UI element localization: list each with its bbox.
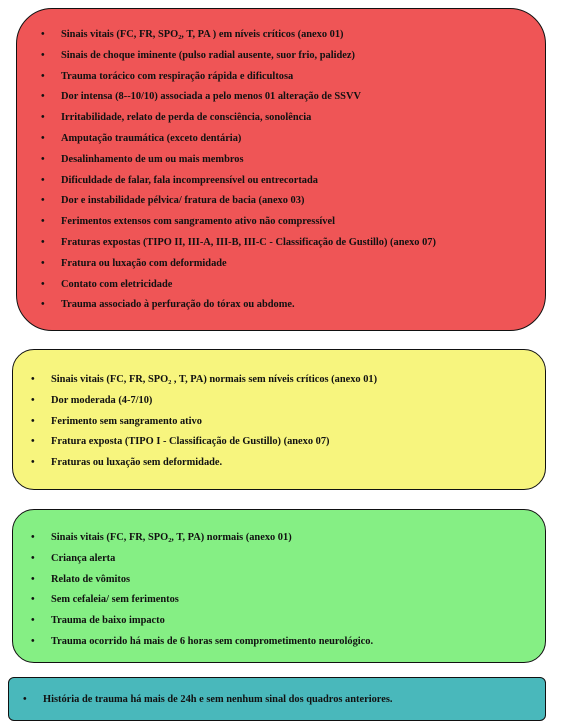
criterion-text: Sinais vitais (FC, FR, SPO₂ , T, PA) normais sem níveis críticos (anexo 01) xyxy=(51,374,378,385)
bullet-icon: • xyxy=(41,70,45,82)
criterion-text: Dor intensa (8--10/10) associada a pelo menos 01 alteração de SSVV xyxy=(61,91,361,103)
bullet-icon: • xyxy=(31,573,35,585)
list-item xyxy=(41,295,545,316)
list-item xyxy=(31,570,545,591)
bullet-icon: • xyxy=(31,374,35,385)
criterion-text: História de trauma há mais de 24h e sem nenhum sinal dos quadros anteriores. xyxy=(43,694,393,705)
criterion-text: Trauma ocorrido há mais de 6 horas sem comprometimento neurológico. xyxy=(51,635,374,647)
criterion-text: Desalinhamento de um ou mais membros xyxy=(61,153,244,165)
blue-priority-box xyxy=(8,677,546,721)
list-item xyxy=(41,150,545,171)
bullet-icon: • xyxy=(41,216,45,228)
list-item xyxy=(31,611,545,632)
criterion-text: Fraturas ou luxação sem deformidade. xyxy=(51,457,223,469)
list-item xyxy=(41,171,545,192)
blue-criteria-list xyxy=(23,691,545,709)
list-item xyxy=(41,129,545,150)
bullet-icon: • xyxy=(41,91,45,103)
list-item xyxy=(31,432,545,453)
criterion-text: Criança alerta xyxy=(51,552,116,564)
bullet-icon: • xyxy=(31,415,35,427)
list-item xyxy=(41,46,545,67)
list-item xyxy=(41,108,545,129)
bullet-icon: • xyxy=(41,195,45,207)
list-item xyxy=(41,254,545,275)
list-item xyxy=(41,191,545,212)
criterion-text: Relato de vômitos xyxy=(51,573,131,585)
list-item xyxy=(41,87,545,108)
criterion-text: Dor e instabilidade pélvica/ fratura de bacia (anexo 03) xyxy=(61,195,305,207)
criterion-text: Amputação traumática (exceto dentária) xyxy=(61,132,242,144)
red-priority-box xyxy=(16,8,546,331)
criterion-text: Sinais de choque iminente (pulso radial ausente, suor frio, palidez) xyxy=(61,49,355,61)
bullet-icon: • xyxy=(31,532,35,543)
criterion-text: Sinais vitais (FC, FR, SPO₂, T, PA) normais (anexo 01) xyxy=(51,532,292,543)
bullet-icon: • xyxy=(31,457,35,469)
list-item xyxy=(31,391,545,412)
criterion-text: Trauma associado à perfuração do tórax ou abdome. xyxy=(61,299,295,311)
list-item xyxy=(41,67,545,88)
bullet-icon: • xyxy=(41,174,45,186)
bullet-icon: • xyxy=(31,552,35,564)
criterion-text: Trauma de baixo impacto xyxy=(51,615,165,627)
list-item xyxy=(41,233,545,254)
criterion-text: Irritabilidade, relato de perda de consciência, sonolência xyxy=(61,112,312,124)
criterion-text: Fratura ou luxação com deformidade xyxy=(61,257,227,269)
criterion-text: Ferimentos extensos com sangramento ativo não compressível xyxy=(61,216,335,228)
criterion-text: Sem cefaleia/ sem ferimentos xyxy=(51,594,179,606)
criterion-text: Dor moderada (4-7/10) xyxy=(51,394,153,406)
bullet-icon: • xyxy=(41,49,45,61)
list-item xyxy=(41,25,545,46)
bullet-icon: • xyxy=(41,299,45,311)
bullet-icon: • xyxy=(31,615,35,627)
list-item xyxy=(23,691,545,709)
bullet-icon: • xyxy=(23,694,27,705)
bullet-icon: • xyxy=(41,112,45,124)
red-criteria-list xyxy=(41,25,545,316)
yellow-priority-box xyxy=(12,349,546,490)
bullet-icon: • xyxy=(41,132,45,144)
green-priority-box xyxy=(12,509,546,663)
criterion-text: Fraturas expostas (TIPO II, III-A, III-B, III-C - Classificação de Gustillo) (anexo 07) xyxy=(61,236,436,248)
yellow-criteria-list xyxy=(31,370,545,474)
list-item xyxy=(31,549,545,570)
list-item xyxy=(31,528,545,549)
bullet-icon: • xyxy=(31,394,35,406)
criterion-text: Trauma torácico com respiração rápida e dificultosa xyxy=(61,70,294,82)
bullet-icon: • xyxy=(41,29,45,40)
list-item xyxy=(31,632,545,653)
bullet-icon: • xyxy=(41,257,45,269)
bullet-icon: • xyxy=(41,236,45,248)
criterion-text: Fratura exposta (TIPO I - Classificação de Gustillo) (anexo 07) xyxy=(51,436,330,448)
bullet-icon: • xyxy=(31,635,35,647)
list-item xyxy=(41,212,545,233)
criterion-text: Sinais vitais (FC, FR, SPO₂, T, PA ) em níveis críticos (anexo 01) xyxy=(61,29,344,40)
criterion-text: Dificuldade de falar, fala incompreensível ou entrecortada xyxy=(61,174,318,186)
list-item xyxy=(41,275,545,296)
criterion-text: Ferimento sem sangramento ativo xyxy=(51,415,202,427)
list-item xyxy=(31,453,545,474)
bullet-icon: • xyxy=(31,594,35,606)
bullet-icon: • xyxy=(31,436,35,448)
list-item xyxy=(31,412,545,433)
bullet-icon: • xyxy=(41,153,45,165)
criterion-text: Contato com eletricidade xyxy=(61,278,173,290)
green-criteria-list xyxy=(31,528,545,653)
list-item xyxy=(31,370,545,391)
bullet-icon: • xyxy=(41,278,45,290)
list-item xyxy=(31,590,545,611)
